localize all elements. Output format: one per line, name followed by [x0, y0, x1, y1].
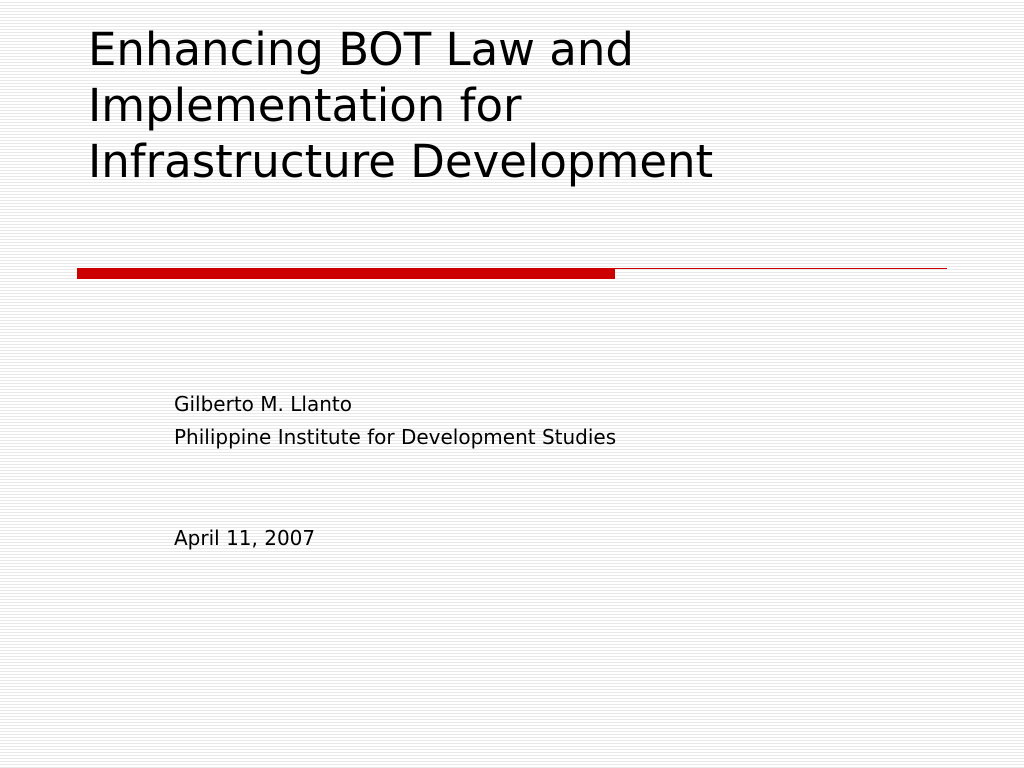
- slide-subtitle: [174, 388, 934, 555]
- institution-name: Philippine Institute for Development Studies: [174, 425, 617, 449]
- author-name: Gilberto M. Llanto: [174, 392, 352, 416]
- slide-title-line-3: Infrastructure Development: [88, 135, 714, 188]
- title-divider-thin: [615, 268, 947, 269]
- slide-title-line-2: Implementation for: [88, 79, 522, 132]
- slide-title-line-1: Enhancing BOT Law and: [88, 23, 634, 76]
- title-divider-thick: [77, 268, 615, 279]
- presentation-date: April 11, 2007: [174, 526, 316, 550]
- slide-title: [88, 22, 968, 190]
